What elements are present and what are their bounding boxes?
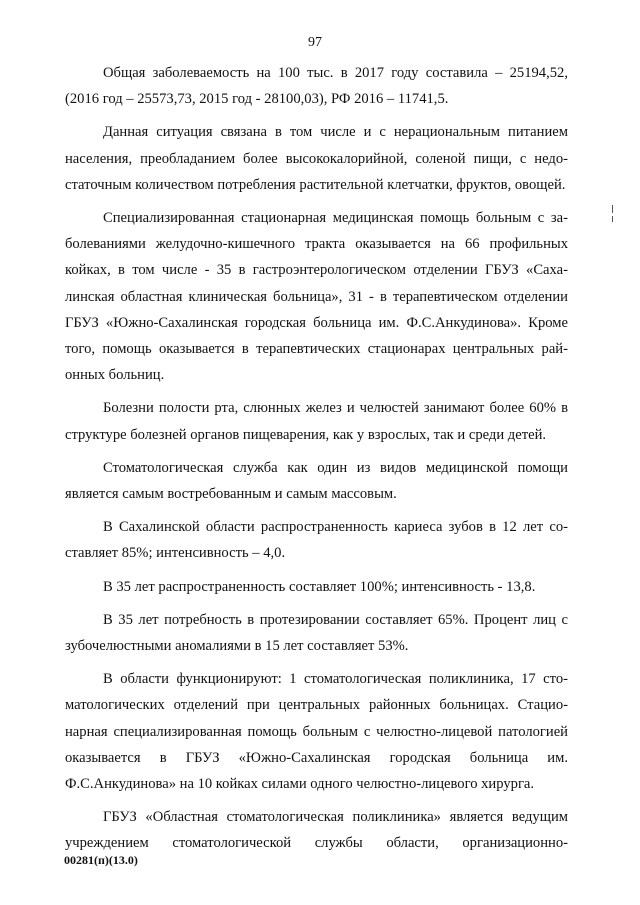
paragraph-caries-35: В 35 лет распространенность составляет 100%; интенсивность - 13,8. (103, 578, 536, 595)
page-number: 97 (308, 35, 322, 50)
paragraph-facilities: В области функционируют: 1 стоматологическая поликлиника, 17 стоматологических отделений при центральных районных больницах. Стационарная специализированная помощь больным с челюстно-лицевой патологией оказывается в ГБУЗ «Южно-Сахалинская городская больница им. Ф.С.Анкудинова» на 10 койках силами одного челюстно-лицевого хирурга. (65, 671, 568, 793)
body-text (65, 60, 568, 857)
paragraph-nutrition: Данная ситуация связана в том числе и с нерациональным питанием населения, преобладанием более высококалорийной, соленой пищи, с недостаточным количеством потребления растительной клетчатки, фруктов, овощей. (65, 124, 568, 193)
paragraph-prosthetics: В 35 лет потребность в протезировании составляет 65%. Процент лиц с зубочелюстными аномалиями в 15 лет составляет 53%. (65, 611, 568, 655)
footer-document-code: 00281(п)(13.0) (64, 853, 138, 867)
paragraph-caries-12: В Сахалинской области распространенность кариеса зубов в 12 лет составляет 85%; интенсивность – 4,0. (65, 519, 568, 562)
paragraph-dental-service: Стоматологическая служба как один из видов медицинской помощи является самым востребованным и самым массовым. (65, 459, 568, 503)
paragraph-inpatient-care: Специализированная стационарная медицинская помощь больным с заболеваниями желудочно-кишечного тракта оказывается на 66 профильных койках, в том числе - 35 в гастроэнтерологическом отделении ГБУЗ «Сахалинская областная клиническая больница», 31 - в терапевтическом отделении ГБУЗ «Южно-Сахалинская городская больница им. Ф.С.Анкудинова». Кроме того, помощь оказывается в терапевтических стационарах центральных районных больниц. (65, 210, 568, 384)
margin-mark (612, 216, 613, 222)
margin-mark (612, 205, 613, 213)
paragraph-regional-clinic: ГБУЗ «Областная стоматологическая поликлиника» является ведущим учреждением стоматологической службы области, организационно- (65, 809, 568, 852)
paragraph-oral-diseases: Болезни полости рта, слюнных желез и челюстей занимают более 60% в структуре болезней органов пищеварения, как у взрослых, так и среди детей. (65, 400, 568, 443)
paragraph-morbidity: Общая заболеваемость на 100 тыс. в 2017 году составила – 25194,52, (2016 год – 25573,73, 2015 год - 28100,03), РФ 2016 – 11741,5. (65, 65, 568, 108)
